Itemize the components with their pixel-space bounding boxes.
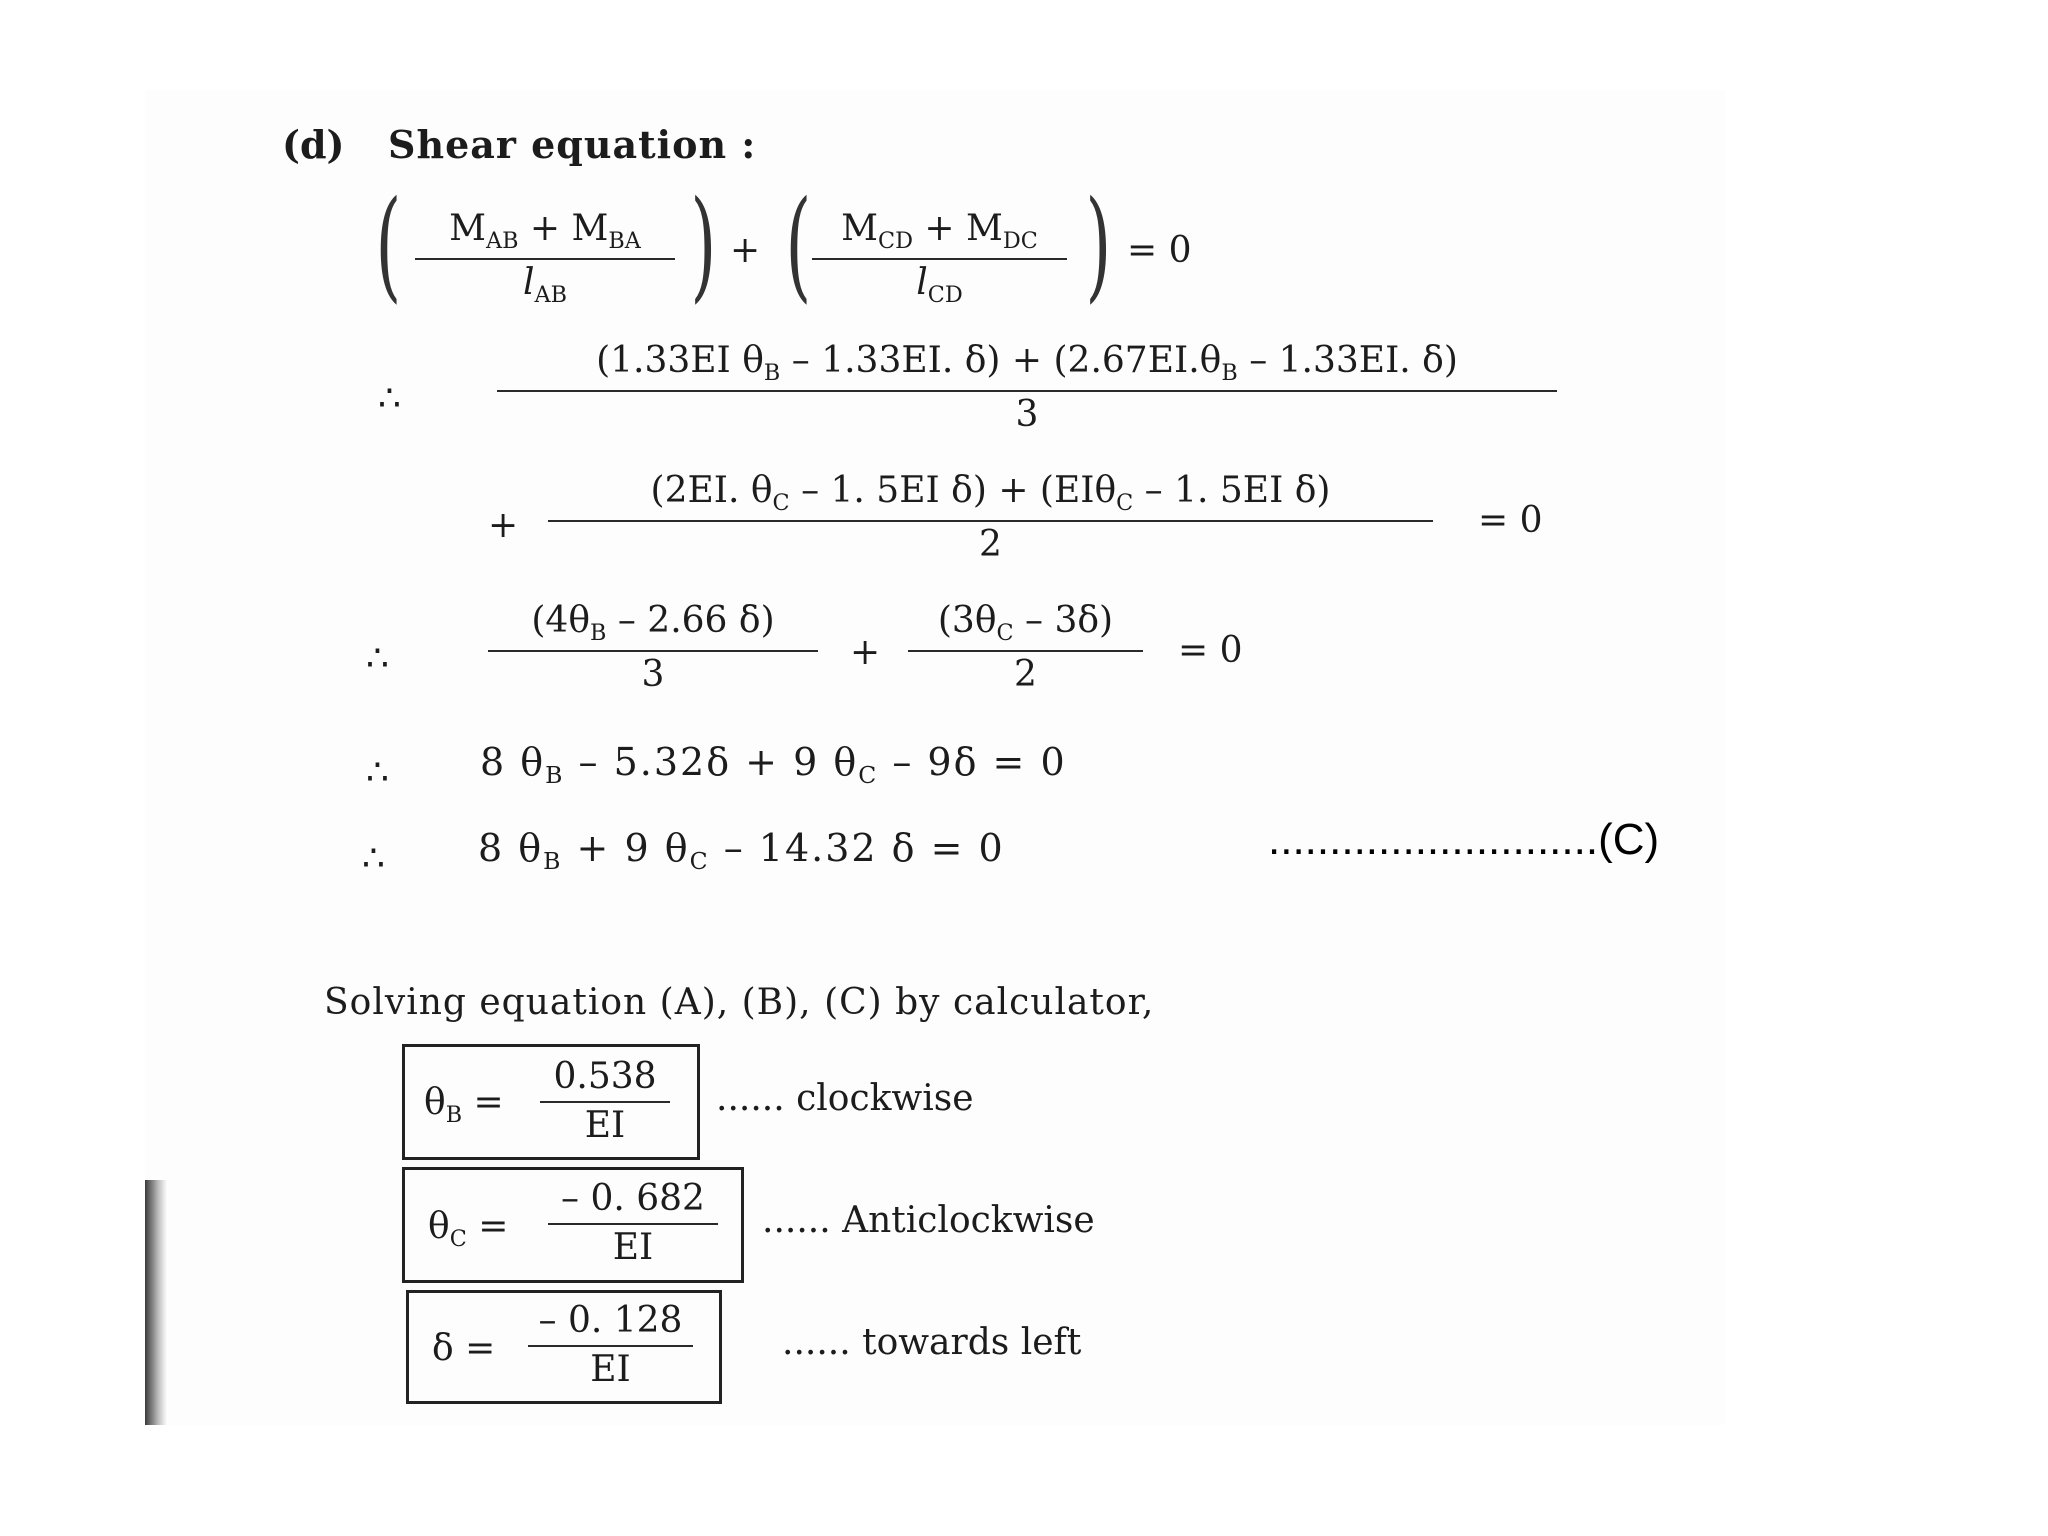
- result-fraction: – 0. 682 EI: [548, 1178, 718, 1269]
- equation-6: 8 $\theta_B + 9$ $\theta_C - 14.32$ δ = 0: [478, 826, 1005, 876]
- equals-zero: = 0: [1478, 500, 1543, 541]
- section-title: Shear equation :: [388, 122, 757, 167]
- fraction-cd: $M_{CD} + M_{DC}$ $l_{CD}$: [812, 208, 1067, 309]
- plus-sign: +: [730, 230, 761, 271]
- equation-2-fraction: (1.33EI $\theta_B - 1.33EI$. $\delta) + (2.67EI.\theta_B - 1.33EI$. δ) 3: [497, 340, 1557, 436]
- equation-3-fraction: (2EI. $\theta_C - 1$. 5EI δ) + (EIθ$_C$ – 1. 5EI δ) 2: [548, 470, 1433, 566]
- equals-zero: = 0: [1178, 630, 1243, 671]
- left-paren: (: [375, 176, 402, 315]
- right-paren: ): [1085, 176, 1112, 315]
- therefore-symbol: ∴: [366, 638, 389, 679]
- part-label: (d): [282, 122, 345, 167]
- solving-statement: Solving equation (A), (B), (C) by calculator,: [324, 982, 1155, 1023]
- therefore-symbol: ∴: [378, 378, 401, 419]
- equation-5: 8 $\theta_B - 5.32\delta + 9$ $\theta_C - 9\delta = 0$: [480, 740, 1067, 790]
- right-paren: ): [690, 176, 717, 315]
- therefore-symbol: ∴: [362, 838, 385, 879]
- result-note: ...... towards left: [782, 1322, 1082, 1363]
- left-paren: (: [785, 176, 812, 315]
- equals-zero: = 0: [1127, 230, 1192, 271]
- result-fraction: 0.538 EI: [540, 1056, 670, 1147]
- result-note: ...... Anticlockwise: [762, 1200, 1095, 1241]
- result-fraction: – 0. 128 EI: [528, 1300, 693, 1391]
- equation-4-fraction-2: $(3\theta_C - 3\delta)$ 2: [908, 600, 1143, 696]
- fraction-ab: $M_{AB} + M_{BA}$ $l_{AB}$: [415, 208, 675, 309]
- plus-sign: +: [850, 632, 881, 673]
- scan-edge-shadow: [145, 1180, 167, 1425]
- result-note: ...... clockwise: [716, 1078, 974, 1119]
- equation-label-c: ...........................(C): [1268, 815, 1660, 864]
- equation-4-fraction-1: ($4\theta_B - 2.66$ δ) 3: [488, 600, 818, 696]
- plus-sign: +: [488, 505, 519, 546]
- therefore-symbol: ∴: [366, 752, 389, 793]
